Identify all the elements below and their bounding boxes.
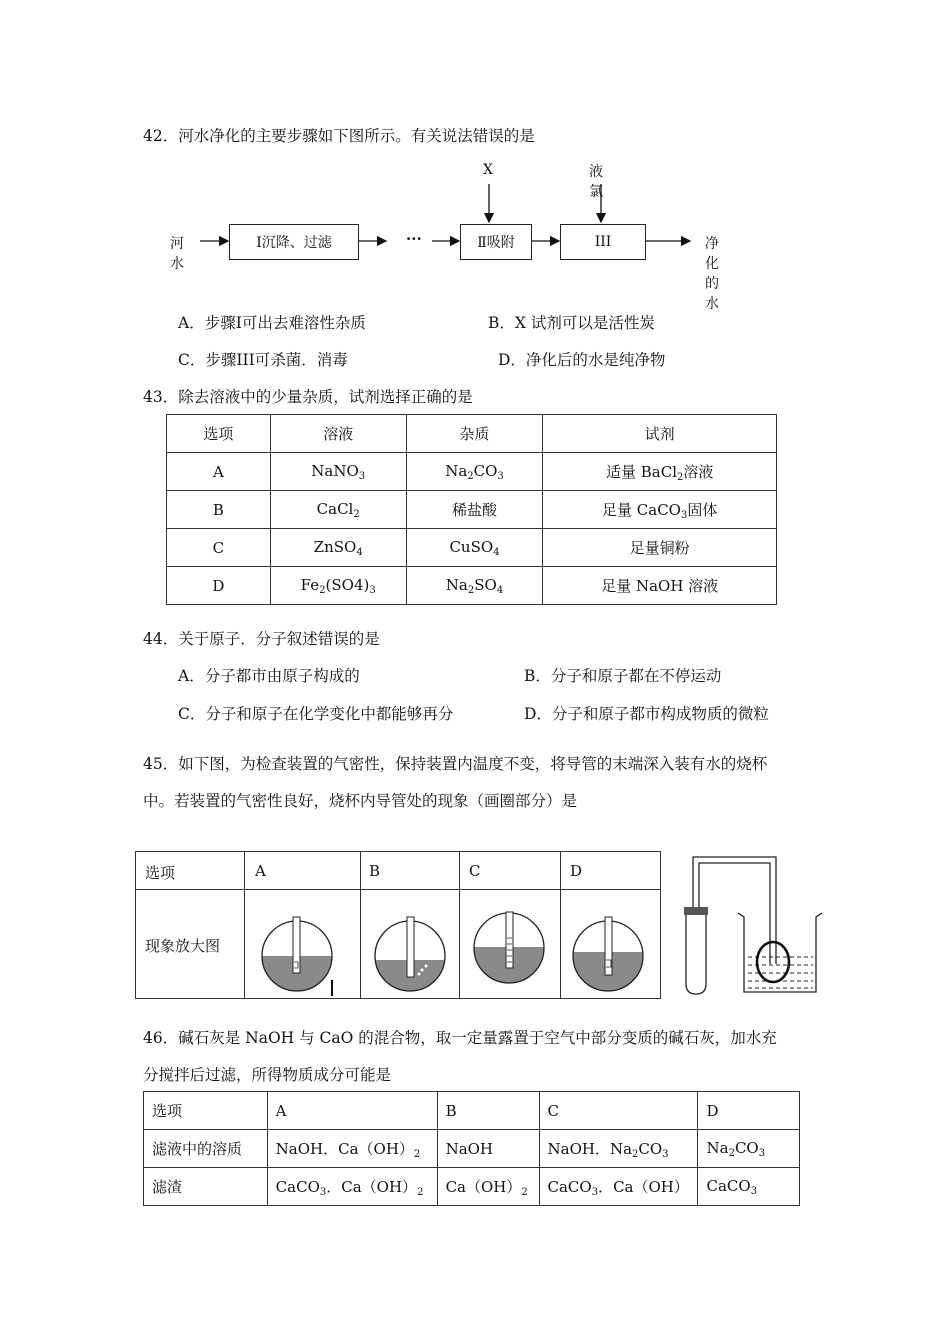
q44-option-a[interactable]: A．分子都市由原子构成的 [178, 667, 360, 685]
q45-apparatus-diagram [676, 849, 826, 999]
q43-header-solution: 溶液 [270, 415, 406, 453]
q42-option-a[interactable]: A．步骤I可出去难溶性杂质 [178, 314, 366, 332]
flow-reagent-chlorine: 液氯 [589, 164, 603, 200]
q43-cell-option: B [167, 491, 271, 529]
q46-cell: CaCO$_3$．$Ca(OH)_2$ [267, 1168, 437, 1206]
q42-option-d[interactable]: D．净化后的水是纯净物 [498, 351, 666, 369]
flow-step3-box: III [560, 224, 646, 260]
q43-cell-impurity: $Na_2SO_4$ [406, 567, 543, 605]
q46-cell: $Na_2CO_3$ [698, 1130, 800, 1168]
flow-step2-box: Ⅱ吸附 [460, 224, 532, 260]
q43-cell-solution: ZnSO$_4$ [270, 529, 406, 567]
q45-option-b-view[interactable] [373, 912, 453, 997]
flow-output-label: 净化的水 [705, 236, 719, 312]
q43-cell-impurity: CuSO$_4$ [406, 529, 543, 567]
q45-option-d-view[interactable] [571, 912, 651, 997]
table-row [144, 1168, 800, 1206]
q45-row-divider [136, 889, 660, 890]
flow-arrows [0, 0, 950, 280]
q42-option-b[interactable]: B．X 试剂可以是活性炭 [488, 314, 655, 332]
q43-cell-solution: $Fe_2(SO4)_3$ [270, 567, 406, 605]
q43-cell-reagent: 适量 BaCl$_2$溶液 [543, 453, 777, 491]
q43-header-option: 选项 [167, 415, 271, 453]
q46-cell: NaOH [437, 1130, 539, 1168]
q46-cell: $Ca(OH)_2$ [437, 1168, 539, 1206]
q43-cell-option: A [167, 453, 271, 491]
table-row[interactable] [167, 567, 777, 605]
q45-stem-line2: 中。若装置的气密性良好，烧杯内导管处的现象（画圈部分）是 [143, 792, 578, 810]
q42-option-c[interactable]: C．步骤III可杀菌．消毒 [178, 351, 348, 369]
q45-col-divider [244, 852, 245, 998]
q46-header-b[interactable]: B [437, 1092, 539, 1130]
q46-cell: NaOH．$Ca(OH)_2$ [267, 1130, 437, 1168]
q44-option-c[interactable]: C．分子和原子在化学变化中都能够再分 [178, 705, 454, 723]
q46-cell: NaOH．$Na_2CO_3$ [539, 1130, 698, 1168]
q45-col-divider [459, 852, 460, 998]
q46-header-a[interactable]: A [267, 1092, 437, 1130]
q45-option-a-view[interactable] [260, 912, 340, 997]
q43-cell-option: D [167, 567, 271, 605]
q46-header-option: 选项 [144, 1092, 268, 1130]
q46-row-label-residue: 滤渣 [144, 1168, 268, 1206]
q45-col-d-label[interactable]: D [570, 862, 583, 880]
q45-table [135, 851, 661, 999]
table-row[interactable] [167, 453, 777, 491]
q42-stem: 42．河水净化的主要步骤如下图所示。有关说法错误的是 [143, 127, 535, 145]
q43-header-impurity: 杂质 [406, 415, 543, 453]
q43-cell-impurity: 稀盐酸 [406, 491, 543, 529]
q45-col-divider [560, 852, 561, 998]
flow-reagent-x: X [483, 162, 493, 178]
q46-header-d[interactable]: D [698, 1092, 800, 1130]
q45-col-a-label[interactable]: A [255, 862, 266, 880]
q46-cell: CaCO$_3$ [698, 1168, 800, 1206]
circled-region [757, 942, 789, 982]
q43-cell-reagent: 足量 NaOH 溶液 [543, 567, 777, 605]
q43-cell-solution: CaCl$_2$ [270, 491, 406, 529]
q45-col-b-label[interactable]: B [369, 862, 381, 880]
q43-table [166, 414, 777, 605]
q45-col-c-label[interactable]: C [469, 862, 481, 880]
q44-stem: 44．关于原子．分子叙述错误的是 [143, 630, 380, 648]
table-row [144, 1130, 800, 1168]
q43-cell-option: C [167, 529, 271, 567]
q43-header-row [167, 415, 777, 453]
flow-ellipsis: ··· [406, 230, 422, 248]
q46-row-label-filtrate: 滤液中的溶质 [144, 1130, 268, 1168]
q43-cell-reagent: 足量 CaCO$_3$固体 [543, 491, 777, 529]
q46-stem-line1: 46．碱石灰是 NaOH 与 CaO 的混合物，取一定量露置于空气中部分变质的碱石灰，加水充 [143, 1029, 777, 1047]
q46-cell: CaCO$_3$．Ca（OH） [539, 1168, 698, 1206]
q46-stem-line2: 分搅拌后过滤，所得物质成分可能是 [143, 1066, 392, 1084]
q44-option-b[interactable]: B．分子和原子都在不停运动 [524, 667, 722, 685]
q43-cell-solution: NaNO$_3$ [270, 453, 406, 491]
q44-option-d[interactable]: D．分子和原子都市构成物质的微粒 [524, 705, 769, 723]
flow-step1-box: Ⅰ沉降、过滤 [229, 224, 359, 260]
q45-header-option: 选项 [145, 864, 176, 882]
table-row[interactable] [167, 491, 777, 529]
q43-cell-impurity: $Na_2CO_3$ [406, 453, 543, 491]
q43-header-reagent: 试剂 [543, 415, 777, 453]
q45-stem-line1: 45．如下图，为检查装置的气密性，保持装置内温度不变，将导管的末端深入装有水的烧杯 [143, 755, 768, 773]
table-row[interactable] [167, 529, 777, 567]
q46-table [143, 1091, 800, 1206]
q43-stem: 43．除去溶液中的少量杂质，试剂选择正确的是 [143, 388, 473, 406]
q45-row-label: 现象放大图 [145, 937, 221, 955]
q46-header-row [144, 1092, 800, 1130]
q43-cell-reagent: 足量铜粉 [543, 529, 777, 567]
q45-col-divider [360, 852, 361, 998]
q45-option-c-view[interactable] [472, 908, 552, 993]
q46-header-c[interactable]: C [539, 1092, 698, 1130]
stopper-icon [684, 907, 708, 915]
flow-input-label: 河水 [170, 236, 184, 272]
